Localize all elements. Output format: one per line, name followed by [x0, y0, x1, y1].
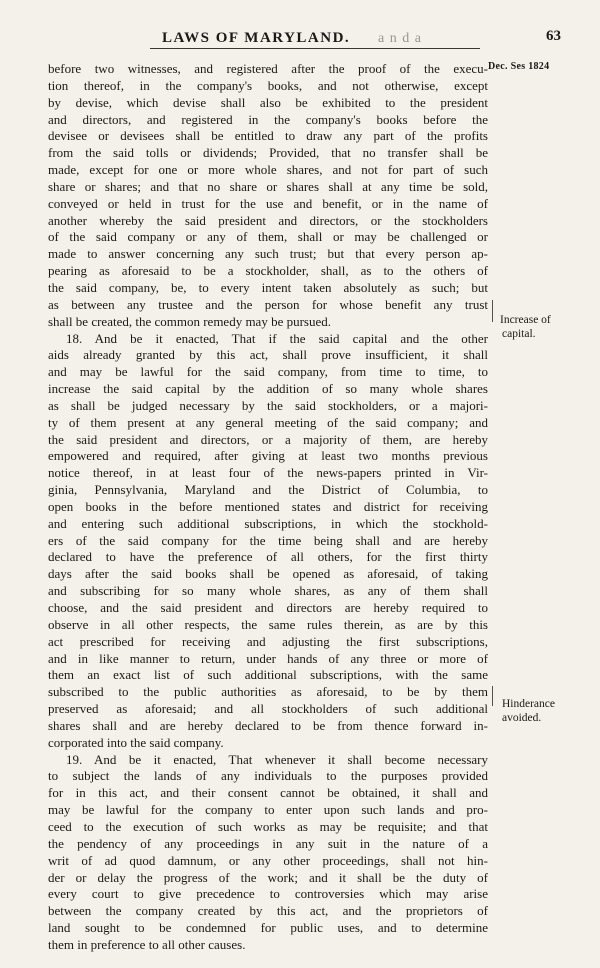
side-note-line: Hinderance — [502, 698, 555, 710]
text-line: to subject the lands of any individuals to the purposes provided — [48, 768, 488, 784]
text-line: for in this act, and their consent cannot be obtained, it shall and — [48, 785, 488, 801]
text-line: every court to give precedence to controversies which may arise — [48, 886, 488, 902]
text-line: shall be created, the common remedy may be pursued. — [48, 313, 332, 329]
side-note-line: Increase of — [500, 314, 551, 326]
header-faded-text: a n d a — [378, 31, 422, 46]
text-line: aids already granted by this act, shall prove insufficient, it shall — [48, 347, 488, 363]
text-line: der or delay the progress of the work; and it shall be the duty of — [48, 869, 488, 885]
text-line: between the company created by this act, and the proprietors of — [48, 903, 488, 919]
text-line: 19. And be it enacted, That whenever it shall become necessary — [66, 751, 488, 767]
text-line: and in like manner to return, under hands of any three or more of — [48, 650, 488, 666]
margin-rule — [492, 300, 493, 322]
text-line: them an exact list of such additional subscriptions, with the same — [48, 667, 488, 683]
side-note-line: avoided. — [502, 712, 542, 724]
text-line: corporated into the said company. — [48, 734, 224, 750]
text-line: land sought to be condemned for public uses, and to determine — [48, 920, 488, 936]
session-date: Dec. Ses 1824 — [488, 61, 550, 72]
text-line: another whereby the said president and directors, or the stockholders — [48, 212, 488, 228]
text-line: as shall be judged necessary by the said stockholders, or a majori- — [48, 397, 488, 413]
text-line: made, except for one or more whole shares, and not for part of such — [48, 162, 488, 178]
text-line: act prescribed for receiving and adjusting the first subscriptions, — [48, 633, 488, 649]
text-line: tion thereof, in the company's books, and not otherwise, except — [48, 77, 488, 93]
text-line: them in preference to all other causes. — [48, 936, 246, 952]
text-line: the said company, be, to every intent taken absolutely as such; but — [48, 279, 488, 295]
text-line: ginia, Pennsylvania, Maryland and the District of Columbia, to — [48, 482, 488, 498]
body-text — [48, 61, 488, 954]
text-line: pearing as aforesaid to be a stockholder, shall, as to the others of — [48, 263, 488, 279]
text-line: and may be lawful for the said company, from time to time, to — [48, 364, 488, 380]
text-line: and subscribing for so many whole shares, as any of them shall — [48, 583, 488, 599]
text-line: increase the said capital by the addition of so many whole shares — [48, 381, 488, 397]
text-line: as between any trustee and the person for whose benefit any trust — [48, 296, 488, 312]
text-line: ty of them present at any general meeting of the said company; and — [48, 414, 488, 430]
side-note-hinderance-avoided — [502, 697, 555, 725]
text-line: of the said company or any of them, shall or may be challenged or — [48, 229, 488, 245]
page-number: 63 — [546, 28, 561, 44]
text-line: and entering such additional subscriptions, in which the stockhold- — [48, 515, 488, 531]
text-line: from the said tolls or dividends; Provided, that no transfer shall be — [48, 145, 488, 161]
text-line: days after the said books shall be opened as aforesaid, of taking — [48, 566, 488, 582]
text-line: writ of ad quod damnum, or any other proceedings, shall not hin- — [48, 852, 488, 868]
header-title: LAWS OF MARYLAND. — [162, 30, 351, 46]
text-line: empowered and required, after giving at least two months previous — [48, 448, 488, 464]
text-line: conveyed or held in trust for the use and benefit, or in the name of — [48, 195, 488, 211]
text-line: may be lawful for the company to enter upon such lands and pro- — [48, 802, 488, 818]
text-line: declared to have the preference of all others, for the first thirty — [48, 549, 488, 565]
running-header — [150, 28, 480, 49]
text-line: the pendency of any proceedings in any suit in the nature of a — [48, 835, 488, 851]
text-line: 18. And be it enacted, That if the said capital and the other — [66, 330, 488, 346]
text-line: the said president and directors, or a majority of them, are hereby — [48, 431, 488, 447]
text-line: shares shall and are hereby declared to be from thence forward in- — [48, 717, 488, 733]
text-line: notice thereof, in at least four of the news-papers printed in Vir- — [48, 465, 488, 481]
margin-rule — [492, 686, 493, 706]
text-line: ers of the said company for the time being shall and are hereby — [48, 532, 488, 548]
text-line: open books in the before mentioned states and district for receiving — [48, 498, 488, 514]
text-line: ceed to the execution of such works as may be requisite; and that — [48, 818, 488, 834]
text-line: devisee or devisees shall be entitled to draw any part of the profits — [48, 128, 488, 144]
text-line: and directors, and registered in the company's books before the — [48, 111, 488, 127]
side-note-line: capital. — [502, 328, 536, 340]
text-line: choose, and the said president and directors are hereby required to — [48, 600, 488, 615]
text-line: share or shares; and that no share or shares shall at any time be sold, — [48, 178, 488, 194]
text-line: preserved as aforesaid; and all stockholders of such additional — [48, 701, 488, 717]
side-note-increase-of-capital — [500, 313, 551, 341]
text-line: before two witnesses, and registered after the proof of the execu- — [48, 61, 488, 76]
text-line: by devise, which devise shall also be exhibited to the president — [48, 94, 488, 110]
text-line: observe in all other respects, the same rules therein, as are by this — [48, 616, 488, 632]
text-line: made to answer concerning any such trust; but that every person ap- — [48, 246, 488, 262]
text-line: subscribed to the public authorities as aforesaid, to be by them — [48, 684, 488, 700]
